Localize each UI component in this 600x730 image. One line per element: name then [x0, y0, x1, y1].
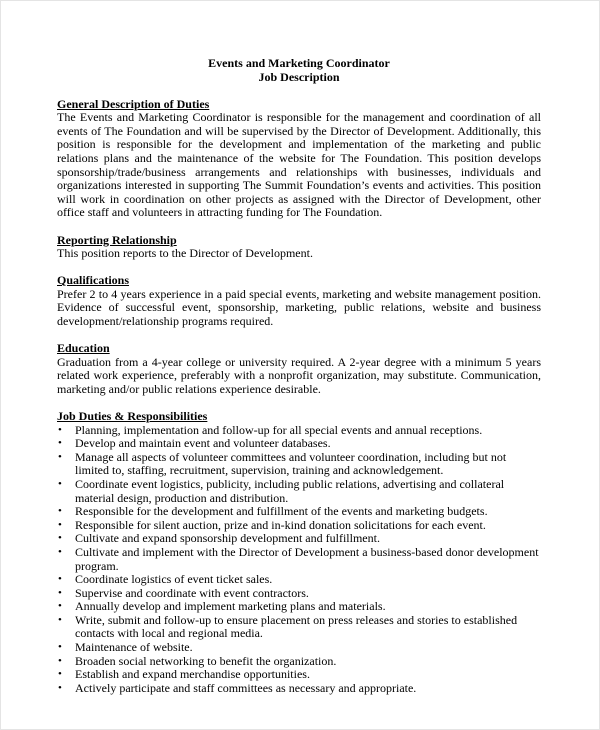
list-item [57, 519, 541, 533]
list-item [57, 451, 541, 478]
bullet-icon: • [58, 477, 62, 490]
section-text: Prefer 2 to 4 years experience in a paid special events, marketing and website management position. Evidence of successful event, sponsorship, marketing, public relations, website and business development/relationship programs required. [57, 286, 541, 328]
list-item-text: Write, submit and follow-up to ensure placement on press releases and stories to established contacts with local and regional media. [75, 612, 518, 641]
bullet-icon: • [58, 586, 62, 599]
section-text: Graduation from a 4-year college or university required. A 2-year degree with a minimum 5 years related work experience, preferably with a nonprofit organization, may substitute. Communication, marketing and/or public relations experience desirable. [57, 354, 541, 396]
list-item-text: Coordinate event logistics, publicity, including public relations, advertising and collateral material design, production and distribution. [75, 476, 505, 505]
list-item-text: Cultivate and implement with the Director of Development a business-based donor development program. [75, 544, 539, 573]
bullet-icon: • [58, 545, 62, 558]
list-item [57, 424, 541, 438]
list-item [57, 655, 541, 669]
list-item [57, 437, 541, 451]
bullet-icon: • [58, 423, 62, 436]
list-item [57, 505, 541, 519]
list-item [57, 682, 541, 696]
list-item-text: Develop and maintain event and volunteer databases. [75, 436, 331, 451]
list-item [57, 532, 541, 546]
section-heading: Reporting Relationship [57, 232, 177, 247]
bullet-icon: • [58, 573, 62, 586]
document-body [57, 57, 541, 695]
section-heading: Education [57, 341, 110, 356]
section-qualifications [57, 274, 541, 328]
list-item-text: Broaden social networking to benefit the organization. [75, 653, 337, 668]
bullet-icon: • [58, 668, 62, 681]
section-heading: Job Duties & Responsibilities [57, 408, 208, 423]
section-education [57, 342, 541, 396]
list-item [57, 614, 541, 641]
section-heading: General Description of Duties [57, 96, 210, 111]
bullet-icon: • [58, 654, 62, 667]
bullet-icon: • [58, 518, 62, 531]
list-item [57, 641, 541, 655]
list-item-text: Annually develop and implement marketing plans and materials. [75, 599, 386, 614]
list-item [57, 546, 541, 573]
list-item-text: Actively participate and staff committees as necessary and appropriate. [75, 680, 417, 695]
list-item [57, 668, 541, 682]
list-item-text: Manage all aspects of volunteer committees and volunteer coordination, including but not limited to, staffing, recruitment, supervision, training and acknowledgement. [75, 449, 507, 478]
bullet-icon: • [58, 505, 62, 518]
section-text: This position reports to the Director of Development. [57, 246, 313, 261]
bullet-icon: • [58, 437, 62, 450]
document-title: Events and Marketing Coordinator [208, 56, 390, 70]
list-item-text: Responsible for silent auction, prize and in-kind donation solicitations for each event. [75, 517, 486, 532]
section-general-description [57, 98, 541, 220]
list-item [57, 600, 541, 614]
bullet-icon: • [58, 600, 62, 613]
section-reporting-relationship [57, 234, 541, 261]
list-item-text: Responsible for the development and fulfillment of the events and marketing budgets. [75, 504, 488, 519]
bullet-icon: • [58, 450, 62, 463]
list-item-text: Coordinate logistics of event ticket sales. [75, 572, 273, 587]
list-item-text: Maintenance of website. [75, 640, 193, 655]
list-item [57, 587, 541, 601]
duties-list [57, 424, 541, 696]
list-item-text: Establish and expand merchandise opportunities. [75, 667, 310, 682]
list-item-text: Supervise and coordinate with event contractors. [75, 585, 309, 600]
section-job-duties [57, 410, 541, 695]
bullet-icon: • [58, 641, 62, 654]
list-item-text: Cultivate and expand sponsorship development and fulfillment. [75, 531, 380, 546]
list-item [57, 573, 541, 587]
document-subtitle: Job Description [258, 69, 340, 84]
bullet-icon: • [58, 681, 62, 694]
section-heading: Qualifications [57, 273, 130, 288]
list-item [57, 478, 541, 505]
bullet-icon: • [58, 532, 62, 545]
bullet-icon: • [58, 613, 62, 626]
section-text: The Events and Marketing Coordinator is responsible for the management and coordination of all events of The Foundation and will be supervised by the Director of Development. Additionally, this position is responsible for the development and implementation of the marketing and public relations plans and the maintenance of the website for The Foundation. This position develops sponsorship/trade/business arrangements and relationships with businesses, individuals and organizations interested in supporting The Summit Foundation’s events and activities. This position will work in coordination on other projects as assigned with the Director of Development, other office staff and volunteers in attracting funding for The Foundation. [57, 110, 541, 220]
list-item-text: Planning, implementation and follow-up for all special events and annual receptions. [75, 422, 483, 437]
